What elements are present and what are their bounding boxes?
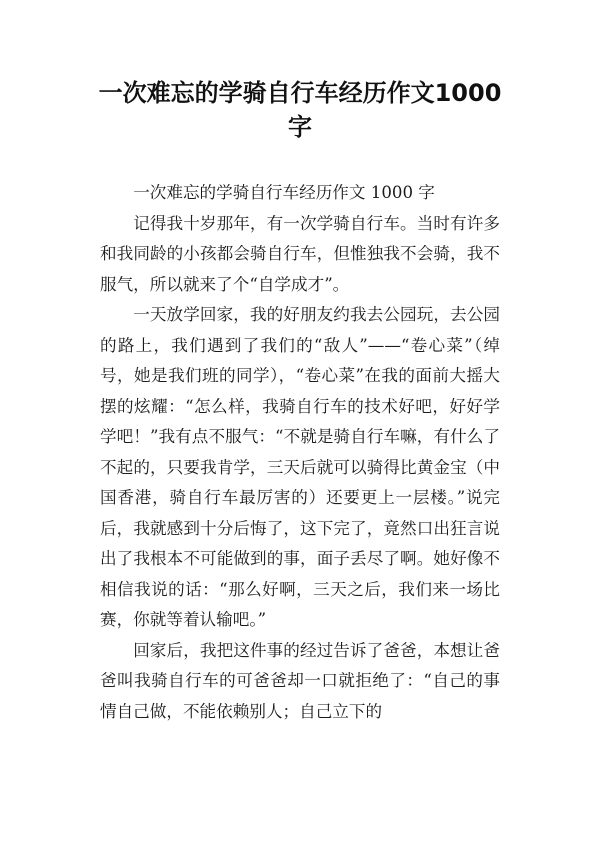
paragraph-1: 记得我十岁那年，有一次学骑自行车。当时有许多和我同龄的小孩都会骑自行车，但惟独我不会骑，我不服气，所以就来了个“自学成才”。 — [100, 213, 500, 294]
document-title: 一次难忘的学骑自行车经历作文1000字 — [98, 79, 502, 141]
paragraph-3: 回家后，我把这件事的经过告诉了爸爸，本想让爸爸叫我骑自行车的可爸爸却一口就拒绝了：“自己的事情自己做，不能依赖别人；自己立下的 — [100, 640, 500, 721]
paragraph-2: 一天放学回家，我的好朋友约我去公园玩，去公园的路上，我们遇到了我们的“敌人”——“卷心菜”（绰号，她是我们班的同学），“卷心菜”在我的面前大摇大摆的炫耀：“怎么样，我骑自行车的技术好吧，好好学学吧！”我有点不服气：“不就是骑自行车嘛，有什么了不起的，只要我肯学，三天后就可以骑得比黄金宝（中国香港，骑自行车最厉害的）还要更上一层楼。”说完后，我就感到十分后悔了，这下完了，竟然口出狂言说出了我根本不可能做到的事，面子丢尽了啊。她好像不相信我说的话：“那么好啊，三天之后，我们来一场比赛，你就等着认输吧。” — [100, 305, 500, 629]
document-body — [100, 178, 500, 727]
paragraph-subtitle: 一次难忘的学骑自行车经历作文 1000 字 — [133, 183, 435, 202]
